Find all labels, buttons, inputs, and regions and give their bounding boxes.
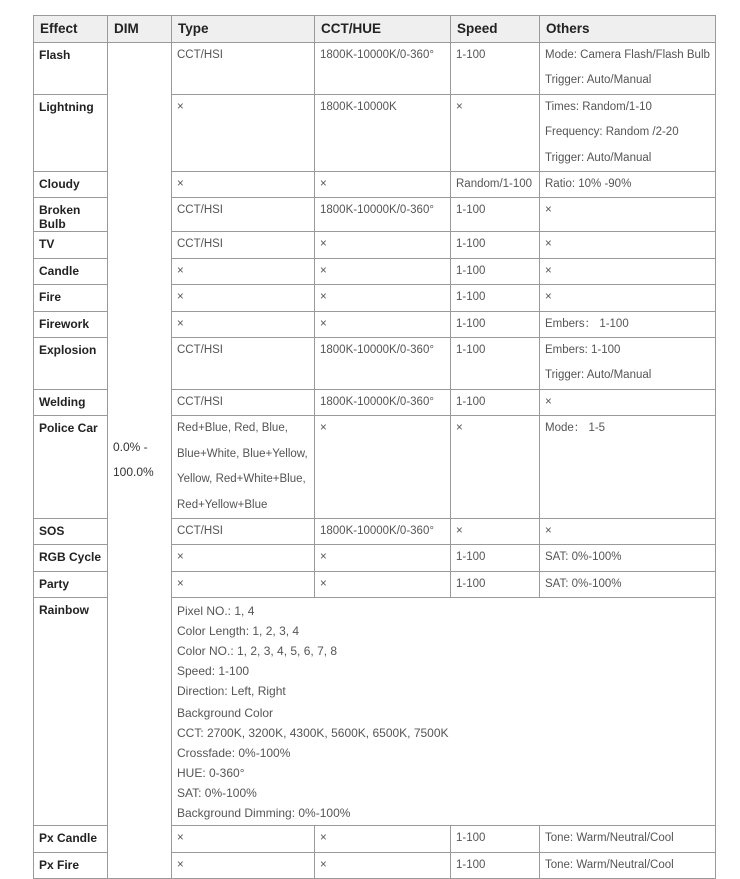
rainbow-background-group (177, 703, 710, 823)
effect-cell: Flash (34, 43, 108, 95)
speed-cell: × (451, 416, 540, 519)
cell-line: CCT/HSI (177, 395, 223, 408)
effect-cell: Party (34, 571, 108, 597)
others-cell (540, 285, 716, 311)
effect-cell: Fire (34, 285, 108, 311)
cell-line: × (545, 395, 552, 408)
cct-cell: × (315, 258, 451, 284)
effect-cell: Firework (34, 311, 108, 337)
others-cell (540, 518, 716, 544)
type-cell (172, 232, 315, 258)
cell-line: SAT: 0%-100% (545, 577, 622, 590)
effect-cell: Lightning (34, 94, 108, 171)
cell-line: Times: Random/1-10 (545, 100, 652, 113)
cell-line: Direction: Left, Right (177, 684, 286, 699)
type-cell (172, 545, 315, 571)
cct-cell: 1800K-10000K (315, 94, 451, 171)
cell-line: Frequency: Random /2-20 (545, 126, 679, 139)
effect-cell: Px Fire (34, 852, 108, 878)
cell-line: Mode: Camera Flash/Flash Bulb (545, 49, 710, 61)
cct-cell: × (315, 826, 451, 852)
cell-line: Blue+White, Blue+Yellow, (177, 447, 308, 460)
cell-line: CCT: 2700K, 3200K, 4300K, 5600K, 6500K, 7500K (177, 726, 449, 741)
cell-line: HUE: 0-360° (177, 766, 245, 781)
others-cell (540, 311, 716, 337)
dim-cell (108, 43, 172, 879)
effect-cell: Welding (34, 389, 108, 415)
others-cell (540, 43, 716, 95)
type-cell (172, 826, 315, 852)
header-type: Type (172, 16, 315, 43)
cell-line: × (177, 858, 184, 871)
effect-cell: Candle (34, 258, 108, 284)
cct-cell: × (315, 172, 451, 198)
others-cell (540, 545, 716, 571)
cell-line: Pixel NO.: 1, 4 (177, 604, 255, 619)
cell-line: × (177, 317, 184, 330)
others-cell (540, 852, 716, 878)
cct-cell: × (315, 571, 451, 597)
effect-cell: RGB Cycle (34, 545, 108, 571)
header-cct-hue: CCT/HUE (315, 16, 451, 43)
cell-line: Color NO.: 1, 2, 3, 4, 5, 6, 7, 8 (177, 644, 338, 659)
speed-cell: 1-100 (451, 571, 540, 597)
others-cell (540, 94, 716, 171)
speed-cell: 1-100 (451, 852, 540, 878)
cell-line: × (177, 264, 184, 277)
others-cell (540, 232, 716, 258)
cell-line: CCT/HSI (177, 344, 223, 357)
cell-line: Red+Yellow+Blue (177, 498, 268, 511)
cell-line: Background Color (177, 706, 274, 721)
dim-value-line: 100.0% (113, 465, 154, 480)
type-cell (172, 311, 315, 337)
speed-cell: 1-100 (451, 311, 540, 337)
cell-line: Red+Blue, Red, Blue, (177, 422, 288, 435)
header-effect: Effect (34, 16, 108, 43)
cell-line: × (177, 178, 184, 191)
others-cell (540, 338, 716, 390)
type-cell (172, 852, 315, 878)
effects-table-wrapper (33, 15, 715, 879)
type-cell (172, 43, 315, 95)
rainbow-params-cell (172, 598, 716, 826)
cell-line: Tone: Warm/Neutral/Cool (545, 832, 674, 845)
cell-line: Trigger: Auto/Manual (545, 151, 652, 164)
type-cell (172, 518, 315, 544)
type-cell (172, 571, 315, 597)
cell-line: × (177, 577, 184, 590)
rainbow-params-group (177, 601, 710, 701)
cell-line: Embers: 1-100 (545, 344, 621, 357)
effect-cell: Police Car (34, 416, 108, 519)
speed-cell: 1-100 (451, 545, 540, 571)
cct-cell: 1800K-10000K/0-360° (315, 43, 451, 95)
cell-line: × (545, 238, 552, 251)
type-cell (172, 416, 315, 519)
effect-cell: Explosion (34, 338, 108, 390)
type-cell (172, 172, 315, 198)
others-cell (540, 389, 716, 415)
header-speed: Speed (451, 16, 540, 43)
others-cell (540, 416, 716, 519)
cell-line: CCT/HSI (177, 204, 223, 217)
cell-line: CCT/HSI (177, 524, 223, 537)
type-cell (172, 258, 315, 284)
speed-cell: Random/1-100 (451, 172, 540, 198)
cell-line: SAT: 0%-100% (177, 786, 257, 801)
cct-cell: × (315, 232, 451, 258)
effect-cell: SOS (34, 518, 108, 544)
type-cell (172, 198, 315, 232)
speed-cell: 1-100 (451, 258, 540, 284)
cct-cell: 1800K-10000K/0-360° (315, 198, 451, 232)
effect-cell: TV (34, 232, 108, 258)
type-cell (172, 94, 315, 171)
cct-cell: × (315, 311, 451, 337)
type-cell (172, 285, 315, 311)
speed-cell: 1-100 (451, 389, 540, 415)
cell-line: × (545, 524, 552, 537)
cct-cell: × (315, 416, 451, 519)
cell-line: × (545, 264, 552, 277)
effect-cell: Px Candle (34, 826, 108, 852)
cell-line: Mode： 1-5 (545, 422, 606, 435)
header-row (34, 16, 716, 43)
cell-line: × (545, 204, 552, 217)
cell-line: Speed: 1-100 (177, 664, 250, 679)
cell-line: Crossfade: 0%-100% (177, 746, 291, 761)
speed-cell: 1-100 (451, 43, 540, 95)
speed-cell: 1-100 (451, 232, 540, 258)
cell-line: × (545, 291, 552, 304)
speed-cell: 1-100 (451, 338, 540, 390)
speed-cell: 1-100 (451, 285, 540, 311)
cct-cell: × (315, 545, 451, 571)
speed-cell: 1-100 (451, 826, 540, 852)
table-row (34, 43, 716, 95)
others-cell (540, 198, 716, 232)
cell-line: SAT: 0%-100% (545, 551, 622, 564)
type-cell (172, 389, 315, 415)
cell-line: × (177, 832, 184, 845)
cell-line: CCT/HSI (177, 49, 223, 61)
effect-cell: Rainbow (34, 598, 108, 826)
others-cell (540, 258, 716, 284)
header-others: Others (540, 16, 716, 43)
cct-cell: × (315, 852, 451, 878)
cell-line: CCT/HSI (177, 238, 223, 251)
cct-cell: × (315, 285, 451, 311)
cct-cell: 1800K-10000K/0-360° (315, 338, 451, 390)
cell-line: Yellow, Red+White+Blue, (177, 473, 306, 486)
dim-value-line: 0.0% - (113, 440, 148, 455)
others-cell (540, 571, 716, 597)
others-cell (540, 826, 716, 852)
header-dim: DIM (108, 16, 172, 43)
cell-line: Trigger: Auto/Manual (545, 74, 652, 87)
effect-cell: Broken Bulb (34, 198, 108, 232)
cell-line: × (177, 100, 184, 113)
type-cell (172, 338, 315, 390)
cell-line: Ratio: 10% -90% (545, 178, 632, 191)
effects-table (33, 15, 716, 879)
cell-line: × (177, 291, 184, 304)
effect-cell: Cloudy (34, 172, 108, 198)
cell-line: Tone: Warm/Neutral/Cool (545, 858, 674, 871)
cct-cell: 1800K-10000K/0-360° (315, 389, 451, 415)
cell-line: Color Length: 1, 2, 3, 4 (177, 624, 300, 639)
cell-line: Trigger: Auto/Manual (545, 369, 652, 382)
speed-cell: × (451, 94, 540, 171)
cell-line: Background Dimming: 0%-100% (177, 806, 351, 821)
others-cell (540, 172, 716, 198)
cell-line: × (177, 551, 184, 564)
speed-cell: × (451, 518, 540, 544)
cct-cell: 1800K-10000K/0-360° (315, 518, 451, 544)
speed-cell: 1-100 (451, 198, 540, 232)
cell-line: Embers： 1-100 (545, 317, 629, 330)
